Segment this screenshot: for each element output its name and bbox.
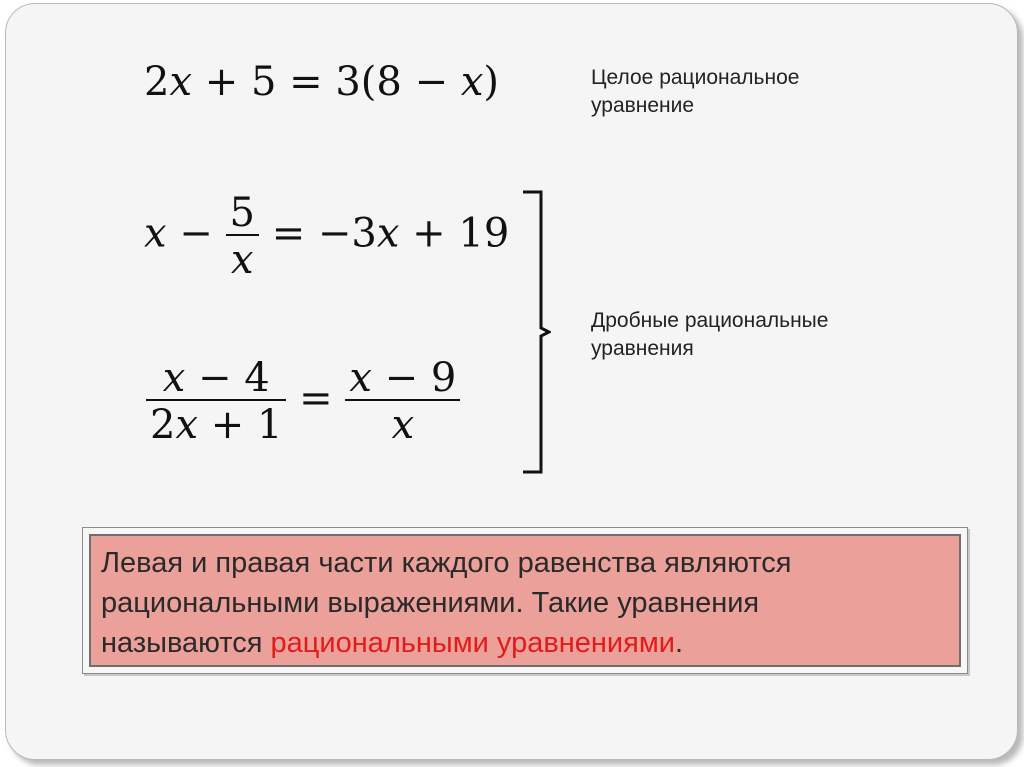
right-brace-icon <box>521 190 551 474</box>
eq1-close: ) <box>483 59 499 105</box>
definition-text <box>89 534 961 667</box>
eq1-var2: x <box>460 59 484 105</box>
eq3-rden-var: x <box>345 399 460 446</box>
label-whole-line2: уравнение <box>591 94 695 117</box>
definition-line3-prefix: называются <box>101 627 271 659</box>
eq2-fraction <box>226 192 259 281</box>
eq2-rhs2: + 19 <box>412 210 510 257</box>
eq2-var2: x <box>376 210 400 257</box>
definition-callout <box>82 527 968 674</box>
eq1-var: x <box>169 59 193 105</box>
eq3-left-fraction <box>146 357 286 446</box>
eq3-lnum: − 4 <box>198 355 270 401</box>
eq2-minus: − <box>179 210 213 257</box>
equation-fractional-2 <box>146 357 460 446</box>
label-whole-equation <box>591 64 799 120</box>
eq3-lden-var: x <box>175 402 199 448</box>
eq1-coef: 2 <box>144 59 170 105</box>
label-fractional-equations <box>591 307 828 363</box>
eq1-mid: + 5 = 3(8 − <box>204 59 449 105</box>
definition-highlight: рациональными уравнениями <box>270 627 675 659</box>
eq3-rnum: − 9 <box>384 355 457 401</box>
definition-line3-suffix: . <box>674 627 684 659</box>
eq3-right-fraction <box>345 357 460 446</box>
eq2-rhs: = −3 <box>271 210 377 257</box>
equation-whole <box>144 59 499 105</box>
label-whole-line1: Целое рациональное <box>591 66 800 89</box>
eq3-lnum-var: x <box>162 355 186 401</box>
label-fractional-line2: уравнения <box>591 337 694 360</box>
label-fractional-line1: Дробные рациональные <box>591 309 829 332</box>
definition-line3 <box>101 623 949 663</box>
eq2-denominator: x <box>226 234 259 281</box>
definition-line2: рациональными выражениями. Такие уравнения <box>101 587 760 619</box>
eq3-lden: + 1 <box>210 402 283 448</box>
eq2-numerator: 5 <box>229 190 255 236</box>
eq3-rnum-var: x <box>349 355 372 401</box>
eq3-lden-coef: 2 <box>150 402 176 448</box>
definition-line1: Левая и правая части каждого равенства являются <box>101 547 792 579</box>
equation-fractional-1 <box>144 192 509 281</box>
eq3-equals: = <box>299 375 333 422</box>
slide <box>5 3 1018 760</box>
eq2-var: x <box>144 210 167 257</box>
